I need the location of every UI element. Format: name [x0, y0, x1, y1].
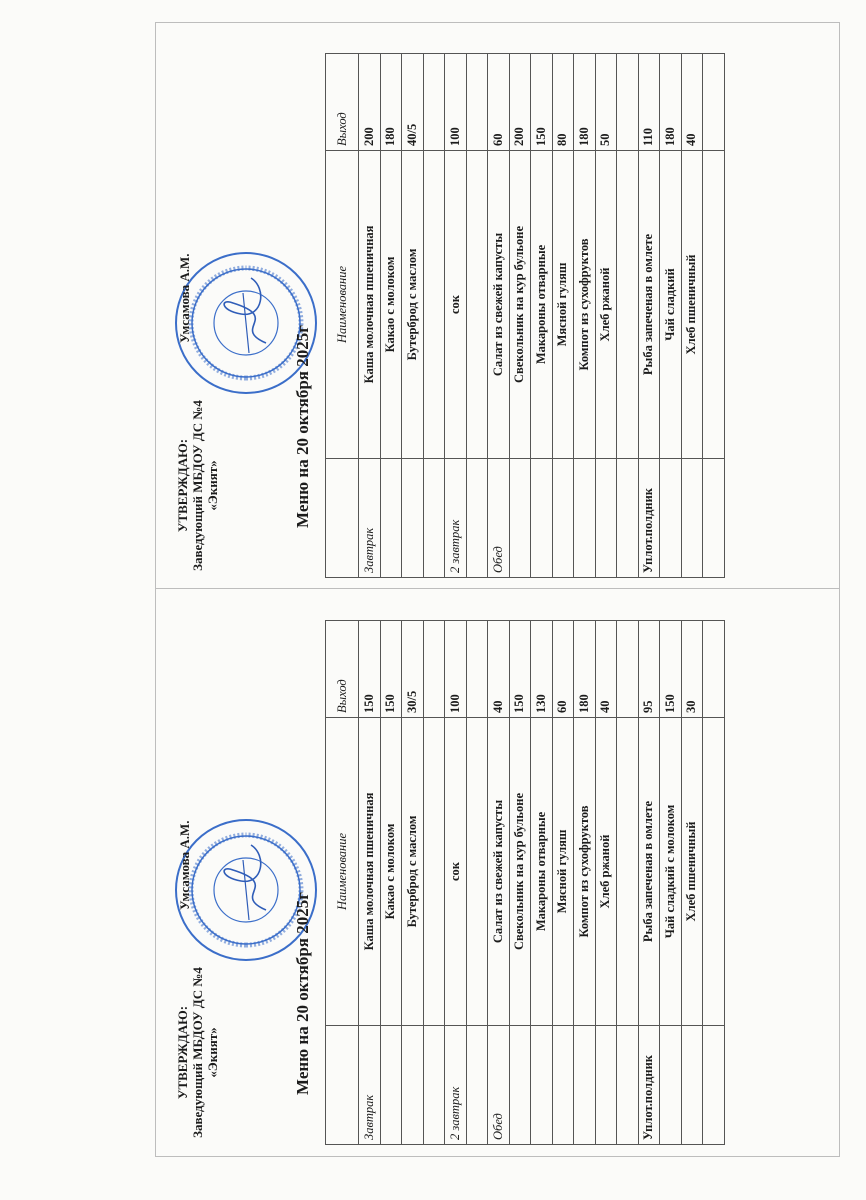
dish-name [703, 151, 725, 459]
meal-label [531, 1026, 553, 1145]
table-row [552, 621, 574, 1145]
approval-title: УТВЕРЖДАЮ: [175, 1005, 190, 1100]
meal-label [660, 1026, 682, 1145]
dish-name [423, 151, 445, 459]
table-header-row [326, 621, 359, 1145]
dish-name: Мясной гуляш [552, 718, 574, 1026]
table-row [617, 621, 639, 1145]
dish-output: 150 [531, 54, 553, 151]
table-row [402, 621, 424, 1145]
signer-name: Умсамова А.М. [177, 253, 192, 343]
meal-label [531, 459, 553, 578]
meal-label: 2 завтрак [445, 459, 467, 578]
meal-label: Обед [488, 459, 510, 578]
dish-name: Чай сладкий с молоком [660, 718, 682, 1026]
meal-label [552, 459, 574, 578]
meal-label [703, 1026, 725, 1145]
meal-label [617, 459, 639, 578]
table-row [660, 621, 682, 1145]
dish-name: Рыба запеченая в омлете [638, 151, 660, 459]
dish-name: Компот из сухофруктов [574, 718, 596, 1026]
menu-copy-small [155, 610, 840, 1155]
dish-output: 60 [552, 621, 574, 718]
table-row [380, 54, 402, 578]
table-row [638, 54, 660, 578]
table-row [509, 54, 531, 578]
dish-output [617, 621, 639, 718]
dish-output: 200 [359, 54, 381, 151]
dish-name: Каша молочная пшеничная [359, 718, 381, 1026]
table-header-row [326, 54, 359, 578]
dish-output: 95 [638, 621, 660, 718]
table-row [488, 621, 510, 1145]
meal-label: Уплот.полдник [638, 459, 660, 578]
meal-label [423, 1026, 445, 1145]
dish-name [703, 718, 725, 1026]
table-row [423, 621, 445, 1145]
dish-output [423, 54, 445, 151]
col-meal-header [326, 459, 359, 578]
table-row [402, 54, 424, 578]
table-row [595, 54, 617, 578]
meal-label [402, 1026, 424, 1145]
dish-name: Бутерброд с маслом [402, 151, 424, 459]
dish-name: Бутерброд с маслом [402, 718, 424, 1026]
table-row [423, 54, 445, 578]
dish-output [703, 621, 725, 718]
dish-name: Хлеб ржаной [595, 151, 617, 459]
dish-output: 150 [380, 621, 402, 718]
meal-label: Уплот.полдник [638, 1026, 660, 1145]
dish-name: сок [445, 151, 467, 459]
table-row [445, 54, 467, 578]
table-row [531, 54, 553, 578]
dish-name [466, 151, 488, 459]
table-row [681, 621, 703, 1145]
dish-output [466, 54, 488, 151]
approval-org: «Экият» [205, 460, 220, 511]
table-row [574, 54, 596, 578]
table-row [660, 54, 682, 578]
meal-label: 2 завтрак [445, 1026, 467, 1145]
approval-position: Заведующий МБДОУ ДС №4 [190, 967, 205, 1138]
meal-label [681, 1026, 703, 1145]
dish-name: Какао с молоком [380, 151, 402, 459]
approval-title: УТВЕРЖДАЮ: [175, 438, 190, 533]
meal-label [423, 459, 445, 578]
dish-name: Хлеб ржаной [595, 718, 617, 1026]
dish-output [466, 621, 488, 718]
table-row [509, 621, 531, 1145]
dish-output: 30/5 [402, 621, 424, 718]
dish-output [423, 621, 445, 718]
table-row [359, 54, 381, 578]
table-row [552, 54, 574, 578]
dish-output [617, 54, 639, 151]
menu-title: Меню на 20 октября 2025г [293, 325, 312, 528]
table-row [638, 621, 660, 1145]
table-row [466, 621, 488, 1145]
meal-label [574, 459, 596, 578]
meal-label [574, 1026, 596, 1145]
dish-output: 40/5 [402, 54, 424, 151]
dish-name: сок [445, 718, 467, 1026]
dish-output: 80 [552, 54, 574, 151]
dish-output: 150 [509, 621, 531, 718]
approval-position: Заведующий МБДОУ ДС №4 [190, 400, 205, 571]
menu-table [325, 620, 725, 1145]
dish-output [703, 54, 725, 151]
col-output-header: Выход [326, 621, 359, 718]
approval-block [175, 393, 220, 578]
dish-name [617, 718, 639, 1026]
dish-output: 180 [574, 54, 596, 151]
table-row [359, 621, 381, 1145]
meal-label [466, 1026, 488, 1145]
meal-label [595, 459, 617, 578]
meal-label [380, 1026, 402, 1145]
meal-label [595, 1026, 617, 1145]
dish-output: 130 [531, 621, 553, 718]
dish-name: Каша молочная пшеничная [359, 151, 381, 459]
col-meal-header [326, 1026, 359, 1145]
meal-label [402, 459, 424, 578]
dish-output: 40 [595, 621, 617, 718]
dish-name [423, 718, 445, 1026]
meal-label [380, 459, 402, 578]
meal-label [509, 1026, 531, 1145]
table-row [617, 54, 639, 578]
dish-name: Салат из свежей капусты [488, 151, 510, 459]
dish-output: 100 [445, 54, 467, 151]
dish-name [466, 718, 488, 1026]
table-row [466, 54, 488, 578]
dish-output: 150 [359, 621, 381, 718]
table-row [445, 621, 467, 1145]
dish-output: 50 [595, 54, 617, 151]
meal-label [660, 459, 682, 578]
col-name-header: Наименование [326, 718, 359, 1026]
meal-label: Завтрак [359, 1026, 381, 1145]
dish-name: Компот из сухофруктов [574, 151, 596, 459]
dish-name [617, 151, 639, 459]
meal-label [617, 1026, 639, 1145]
approval-org: «Экият» [205, 1027, 220, 1078]
dish-name: Макароны отварные [531, 718, 553, 1026]
meal-label [703, 459, 725, 578]
dish-output: 30 [681, 621, 703, 718]
table-row [703, 621, 725, 1145]
approval-header [175, 610, 320, 1155]
meal-label: Завтрак [359, 459, 381, 578]
dish-name: Чай сладкий [660, 151, 682, 459]
dish-name: Свекольник на кур бульоне [509, 151, 531, 459]
dish-name: Свекольник на кур бульоне [509, 718, 531, 1026]
table-row [703, 54, 725, 578]
menu-copy-large [155, 43, 840, 588]
table-row [488, 54, 510, 578]
dish-output: 180 [660, 54, 682, 151]
dish-name: Макароны отварные [531, 151, 553, 459]
dish-output: 110 [638, 54, 660, 151]
meal-label [509, 459, 531, 578]
dish-output: 200 [509, 54, 531, 151]
meal-label: Обед [488, 1026, 510, 1145]
approval-block [175, 960, 220, 1145]
menu-title: Меню на 20 октября 2025г [293, 892, 312, 1095]
dish-name: Какао с молоком [380, 718, 402, 1026]
table-row [595, 621, 617, 1145]
meal-label [466, 459, 488, 578]
menu-table [325, 53, 725, 578]
dish-name: Хлеб пшеничный [681, 151, 703, 459]
dish-output: 40 [681, 54, 703, 151]
dish-output: 40 [488, 621, 510, 718]
signer-name: Умсамова А.М. [177, 820, 192, 910]
approval-header [175, 43, 320, 588]
col-name-header: Наименование [326, 151, 359, 459]
dish-output: 180 [574, 621, 596, 718]
table-row [380, 621, 402, 1145]
meal-label [681, 459, 703, 578]
dish-output: 100 [445, 621, 467, 718]
dish-output: 180 [380, 54, 402, 151]
page-divider [155, 588, 840, 589]
dish-name: Мясной гуляш [552, 151, 574, 459]
dish-name: Хлеб пшеничный [681, 718, 703, 1026]
dish-name: Рыба запеченая в омлете [638, 718, 660, 1026]
table-row [574, 621, 596, 1145]
dish-output: 150 [660, 621, 682, 718]
col-output-header: Выход [326, 54, 359, 151]
dish-output: 60 [488, 54, 510, 151]
dish-name: Салат из свежей капусты [488, 718, 510, 1026]
table-row [681, 54, 703, 578]
table-row [531, 621, 553, 1145]
meal-label [552, 1026, 574, 1145]
